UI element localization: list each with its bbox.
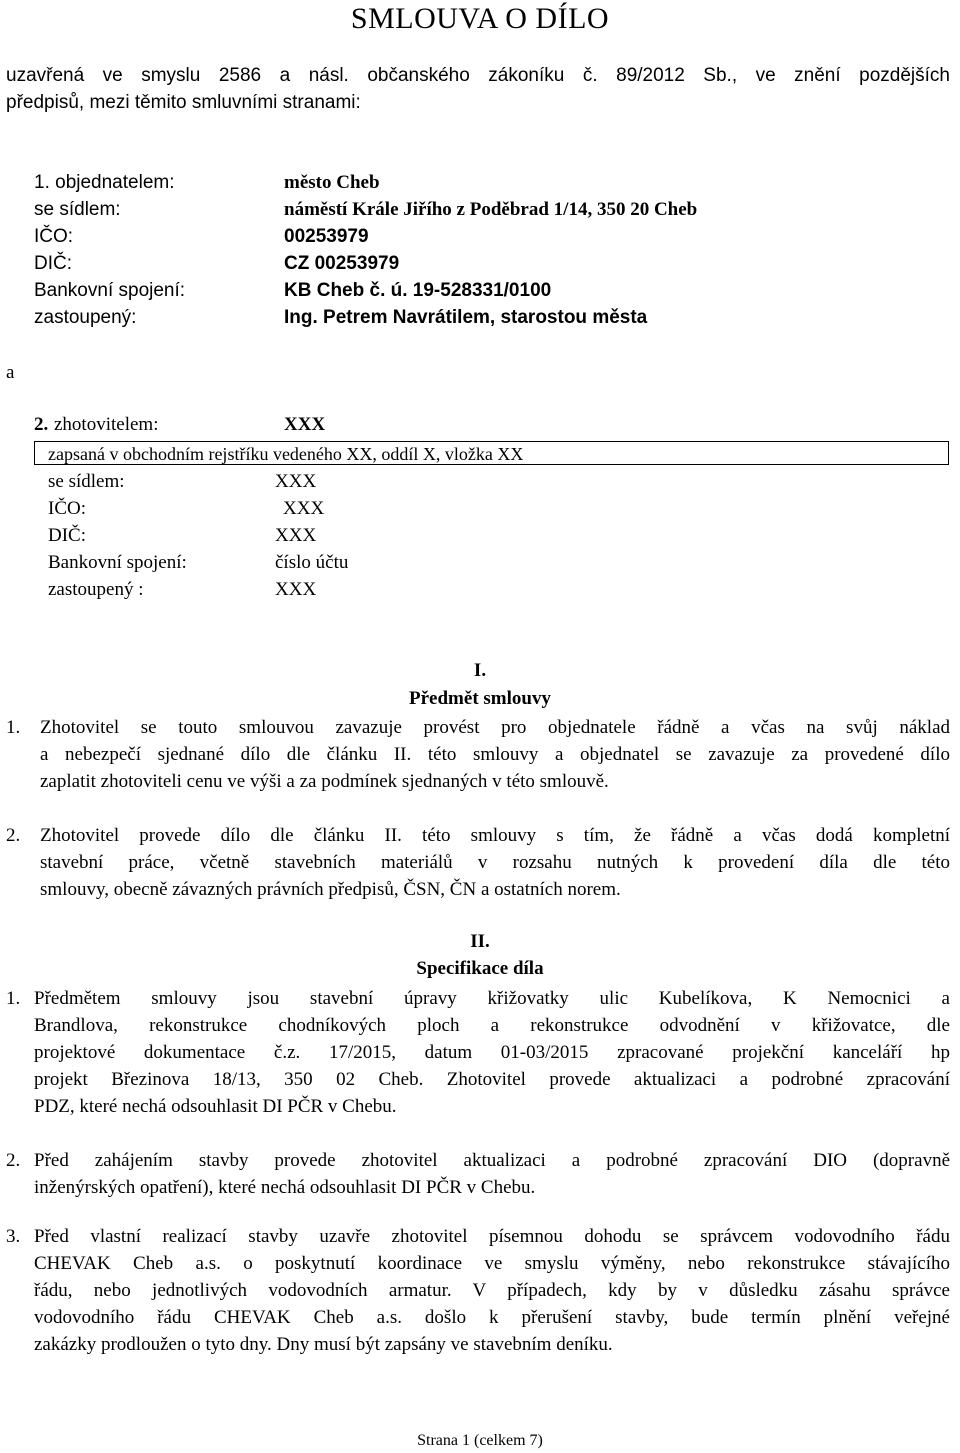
section-2-heading: Specifikace díla bbox=[416, 958, 544, 979]
s2-p3-line: řádu, nebo jednotlivých vodovodních armatur. V případech, kdy by v důsledku zásahu správce bbox=[34, 1280, 950, 1301]
party1-dic: CZ 00253979 bbox=[284, 253, 400, 274]
party2-ico: XXX bbox=[283, 498, 325, 519]
party2-role-num: 2. bbox=[34, 414, 49, 435]
s1-paragraph-1 bbox=[40, 714, 950, 795]
party1-seat-label: se sídlem: bbox=[34, 199, 121, 220]
s2-p3-number: 3. bbox=[6, 1226, 21, 1247]
s2-p2-number: 2. bbox=[6, 1150, 21, 1171]
s2-p1-line: Brandlova, rekonstrukce chodníkových ploch a rekonstrukce odvodnění v křižovatce, dle bbox=[34, 1015, 950, 1036]
s2-p3-line: zakázky prodloužen o tyto dny. Dny musí být zapsány ve stavebním deníku. bbox=[34, 1334, 613, 1355]
party1-bank-label: Bankovní spojení: bbox=[34, 280, 186, 301]
s1-p2-line: Zhotovitel provede dílo dle článku II. této smlouvy s tím, že řádně a včas dodá kompletní bbox=[40, 825, 950, 846]
s2-p1-line: Předmětem smlouvy jsou stavební úpravy křižovatky ulic Kubelíkova, K Nemocnici a bbox=[34, 988, 950, 1009]
party2-bank: číslo účtu bbox=[275, 552, 349, 573]
s2-paragraph-1 bbox=[34, 985, 950, 1120]
party1-bank: KB Cheb č. ú. 19-528331/0100 bbox=[284, 280, 552, 301]
document-title: SMLOUVA O DÍLO bbox=[350, 2, 610, 35]
party2-role-text: zhotovitelem: bbox=[54, 414, 159, 435]
section-1-heading: Předmět smlouvy bbox=[409, 688, 551, 709]
party1-rep-label: zastoupený: bbox=[34, 307, 137, 328]
s2-p1-number: 1. bbox=[6, 988, 21, 1009]
s2-p1-line: PDZ, které nechá odsouhlasit DI PČR v Chebu. bbox=[34, 1096, 397, 1117]
s1-p1-line: Zhotovitel se touto smlouvou zavazuje provést pro objednatele řádně a včas na svůj náklad bbox=[40, 717, 950, 738]
s2-p2-line: Před zahájením stavby provede zhotovitel aktualizaci a podrobné zpracování DIO (dopravně bbox=[34, 1150, 950, 1171]
s2-paragraph-2 bbox=[34, 1147, 950, 1201]
party2-bank-label: Bankovní spojení: bbox=[48, 552, 187, 573]
party1-seat: náměstí Krále Jiřího z Poděbrad 1/14, 350 20 Cheb bbox=[284, 199, 698, 220]
party1-name: město Cheb bbox=[284, 172, 380, 193]
intro-line-2: předpisů, mezi těmito smluvními stranami: bbox=[6, 92, 361, 113]
party2-registry: zapsaná v obchodním rejstříku vedeného XX, oddíl X, vložka XX bbox=[48, 444, 524, 464]
s1-p2-line: stavební práce, včetně stavebních materiálů v rozsahu nutných k provedení díla dle této bbox=[40, 852, 950, 873]
s2-p1-line: projekt Březinova 18/13, 350 02 Cheb. Zhotovitel provede aktualizaci a podrobné zpracování bbox=[34, 1069, 950, 1090]
party1-role-label: 1. objednatelem: bbox=[34, 172, 175, 193]
party1-ico: 00253979 bbox=[284, 226, 369, 247]
party2-dic-label: DIČ: bbox=[48, 525, 86, 546]
s1-p1-line: zaplatit zhotoviteli cenu ve výši a za podmínek sjednaných v této smlouvě. bbox=[40, 771, 609, 792]
party2-ico-label: IČO: bbox=[48, 498, 86, 519]
party1-dic-label: DIČ: bbox=[34, 253, 72, 274]
s1-p1-line: a nebezpečí sjednané dílo dle článku II. této smlouvy a objednatel se zavazuje za provedené dílo bbox=[40, 744, 950, 765]
s1-paragraph-2 bbox=[40, 822, 950, 903]
intro-text bbox=[6, 62, 950, 116]
s1-p2-line: smlouvy, obecně závazných právních předpisů, ČSN, ČN a ostatních norem. bbox=[40, 879, 621, 900]
party1-ico-label: IČO: bbox=[34, 226, 74, 247]
and-connector: a bbox=[6, 362, 15, 383]
s1-p2-number: 2. bbox=[6, 825, 21, 846]
party2-role-label bbox=[34, 414, 48, 436]
section-2-number: II. bbox=[470, 931, 490, 952]
party1-rep: Ing. Petrem Navrátilem, starostou města bbox=[284, 307, 648, 328]
party2-name: XXX bbox=[284, 414, 326, 435]
s2-paragraph-3 bbox=[34, 1223, 950, 1358]
s2-p2-line: inženýrských opatření), které nechá odsouhlasit DI PČR v Chebu. bbox=[34, 1177, 536, 1198]
party2-seat-label: se sídlem: bbox=[48, 471, 125, 492]
s2-p3-line: Před vlastní realizací stavby uzavře zhotovitel písemnou dohodu se správcem vodovodního řádu bbox=[34, 1226, 950, 1247]
section-1-number: I. bbox=[473, 660, 487, 681]
party2-dic: XXX bbox=[275, 525, 317, 546]
s2-p1-line: projektové dokumentace č.z. 17/2015, datum 01-03/2015 zpracované projekční kanceláří hp bbox=[34, 1042, 950, 1063]
s2-p3-line: CHEVAK Cheb a.s. o poskytnutí koordinace ve smyslu výměny, nebo rekonstrukce stávajícího bbox=[34, 1253, 950, 1274]
s1-p1-number: 1. bbox=[6, 717, 21, 738]
party2-rep-label: zastoupený : bbox=[48, 579, 144, 600]
party2-rep: XXX bbox=[275, 579, 317, 600]
s2-p3-line: vodovodního řádu CHEVAK Cheb a.s. došlo k přerušení stavby, bude termín plnění veřejné bbox=[34, 1307, 950, 1328]
intro-line-1: uzavřená ve smyslu 2586 a násl. občanského zákoníku č. 89/2012 Sb., ve znění pozdějších bbox=[6, 65, 950, 86]
page-footer: Strana 1 (celkem 7) bbox=[417, 1432, 543, 1449]
party2-seat: XXX bbox=[275, 471, 317, 492]
